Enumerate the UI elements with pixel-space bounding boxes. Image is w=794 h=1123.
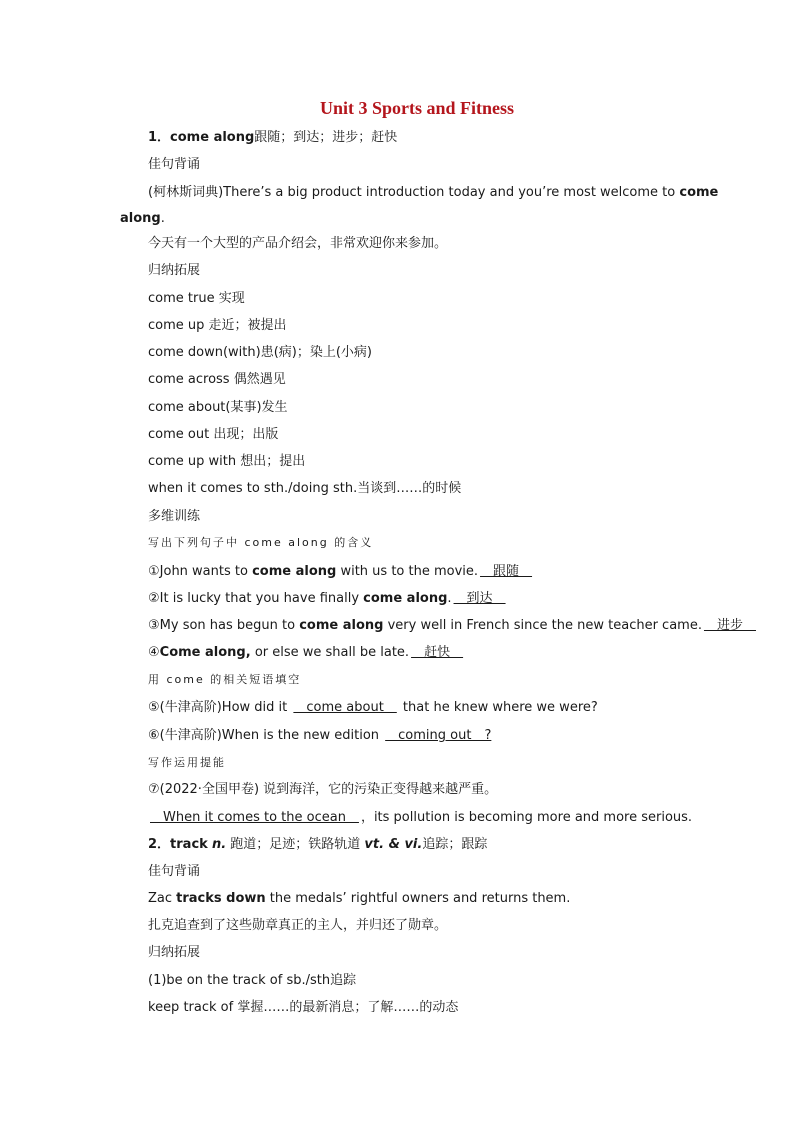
exercise-text: ⑥(牛津高阶)When is the new edition [148, 728, 384, 743]
phrase-item: keep track of 掌握……的最新消息；了解……的动态 [148, 1000, 459, 1015]
item-meaning: 跑道；足迹；铁路轨道 [230, 837, 365, 852]
item-number: 1． [148, 130, 171, 145]
subheading-guina: 归纳拓展 [148, 263, 201, 278]
unit-title: Unit 3 Sports and Fitness [319, 98, 515, 118]
example-sentence [148, 184, 718, 201]
subheading-jiaju: 佳句背诵 [148, 157, 201, 172]
exercise-4 [148, 644, 465, 661]
phrase-item: come up 走近；被提出 [148, 318, 287, 333]
example-translation: 扎克追查到了这些勋章真正的主人，并归还了勋章。 [148, 918, 448, 933]
answer-blank: 进步 [703, 618, 756, 633]
exercise-text: very well in French since the new teacher came. [383, 618, 702, 633]
item-2-heading [148, 836, 487, 853]
phrase-item: come true 实现 [148, 291, 245, 306]
exercise-text: ④ [148, 645, 160, 660]
item-number: 2． [148, 837, 171, 852]
answer-blank: When it comes to the ocean [150, 810, 359, 825]
item-term: come along [170, 130, 255, 145]
example-text: the medals’ rightful owners and returns them. [265, 891, 571, 906]
subheading-duowei: 多维训练 [148, 509, 201, 524]
task-instruction: 写出下列句子中 come along 的含义 [148, 536, 374, 549]
phrase-item: come up with 想出；提出 [148, 454, 306, 469]
exercise-text: ，its pollution is becoming more and more serious. [360, 810, 693, 825]
exercise-keyword: come along [363, 591, 448, 606]
exercise-3 [148, 617, 758, 634]
example-keyword: along [120, 211, 161, 226]
item-meaning: 跟随；到达；进步；赶快 [254, 130, 398, 145]
answer-blank: 到达 [453, 591, 506, 606]
example-keyword: come [679, 185, 719, 200]
exercise-keyword: Come along, [159, 645, 251, 660]
exercise-7-answer [148, 809, 692, 826]
answer-blank: coming out ? [385, 728, 492, 743]
phrase-item: when it comes to sth./doing sth.当谈到……的时候 [148, 481, 462, 496]
exercise-5 [148, 699, 598, 716]
exercise-keyword: come along [299, 618, 384, 633]
exercise-text: with us to the movie. [336, 564, 479, 579]
subheading-guina: 归纳拓展 [148, 945, 201, 960]
exercise-text: . [447, 591, 452, 606]
exercise-2 [148, 590, 508, 607]
exercise-7: ⑦(2022·全国甲卷) 说到海洋，它的污染正变得越来越严重。 [148, 782, 498, 797]
item-meaning: 追踪；跟踪 [422, 837, 488, 852]
example-text: (柯林斯词典)There’s a big product introduction today and you’re most welcome to [148, 185, 680, 200]
phrase-item: come out 出现；出版 [148, 427, 279, 442]
exercise-1 [148, 563, 534, 580]
phrase-item: (1)be on the track of sb./sth追踪 [148, 973, 357, 988]
exercise-text: that he knew where we were? [398, 700, 598, 715]
answer-blank: come about [293, 700, 397, 715]
answer-blank: 跟随 [480, 564, 533, 579]
example-keyword: tracks down [176, 891, 266, 906]
example-sentence-cont [120, 210, 165, 227]
exercise-text: ⑤(牛津高阶)How did it [148, 700, 292, 715]
part-of-speech: n. [211, 837, 227, 852]
subheading-jiaju: 佳句背诵 [148, 864, 201, 879]
part-of-speech: vt. & vi. [364, 837, 423, 852]
task-instruction: 写作运用提能 [148, 756, 226, 769]
answer-blank: 赶快 [411, 645, 464, 660]
phrase-item: come about(某事)发生 [148, 400, 288, 415]
exercise-text: ③My son has begun to [148, 618, 300, 633]
exercise-keyword: come along [252, 564, 337, 579]
item-1-heading [148, 129, 397, 146]
exercise-text: ①John wants to [148, 564, 253, 579]
example-text: . [160, 211, 165, 226]
exercise-text: or else we shall be late. [250, 645, 410, 660]
example-text: Zac [148, 891, 177, 906]
item-term: track [170, 837, 208, 852]
phrase-item: come across 偶然遇见 [148, 372, 286, 387]
example-translation: 今天有一个大型的产品介绍会，非常欢迎你来参加。 [148, 236, 448, 251]
exercise-text: ②It is lucky that you have finally [148, 591, 364, 606]
task-instruction: 用 come 的相关短语填空 [148, 673, 302, 686]
example-sentence [148, 890, 570, 907]
phrase-item: come down(with)患(病)；染上(小病) [148, 345, 372, 360]
exercise-6 [148, 727, 493, 744]
